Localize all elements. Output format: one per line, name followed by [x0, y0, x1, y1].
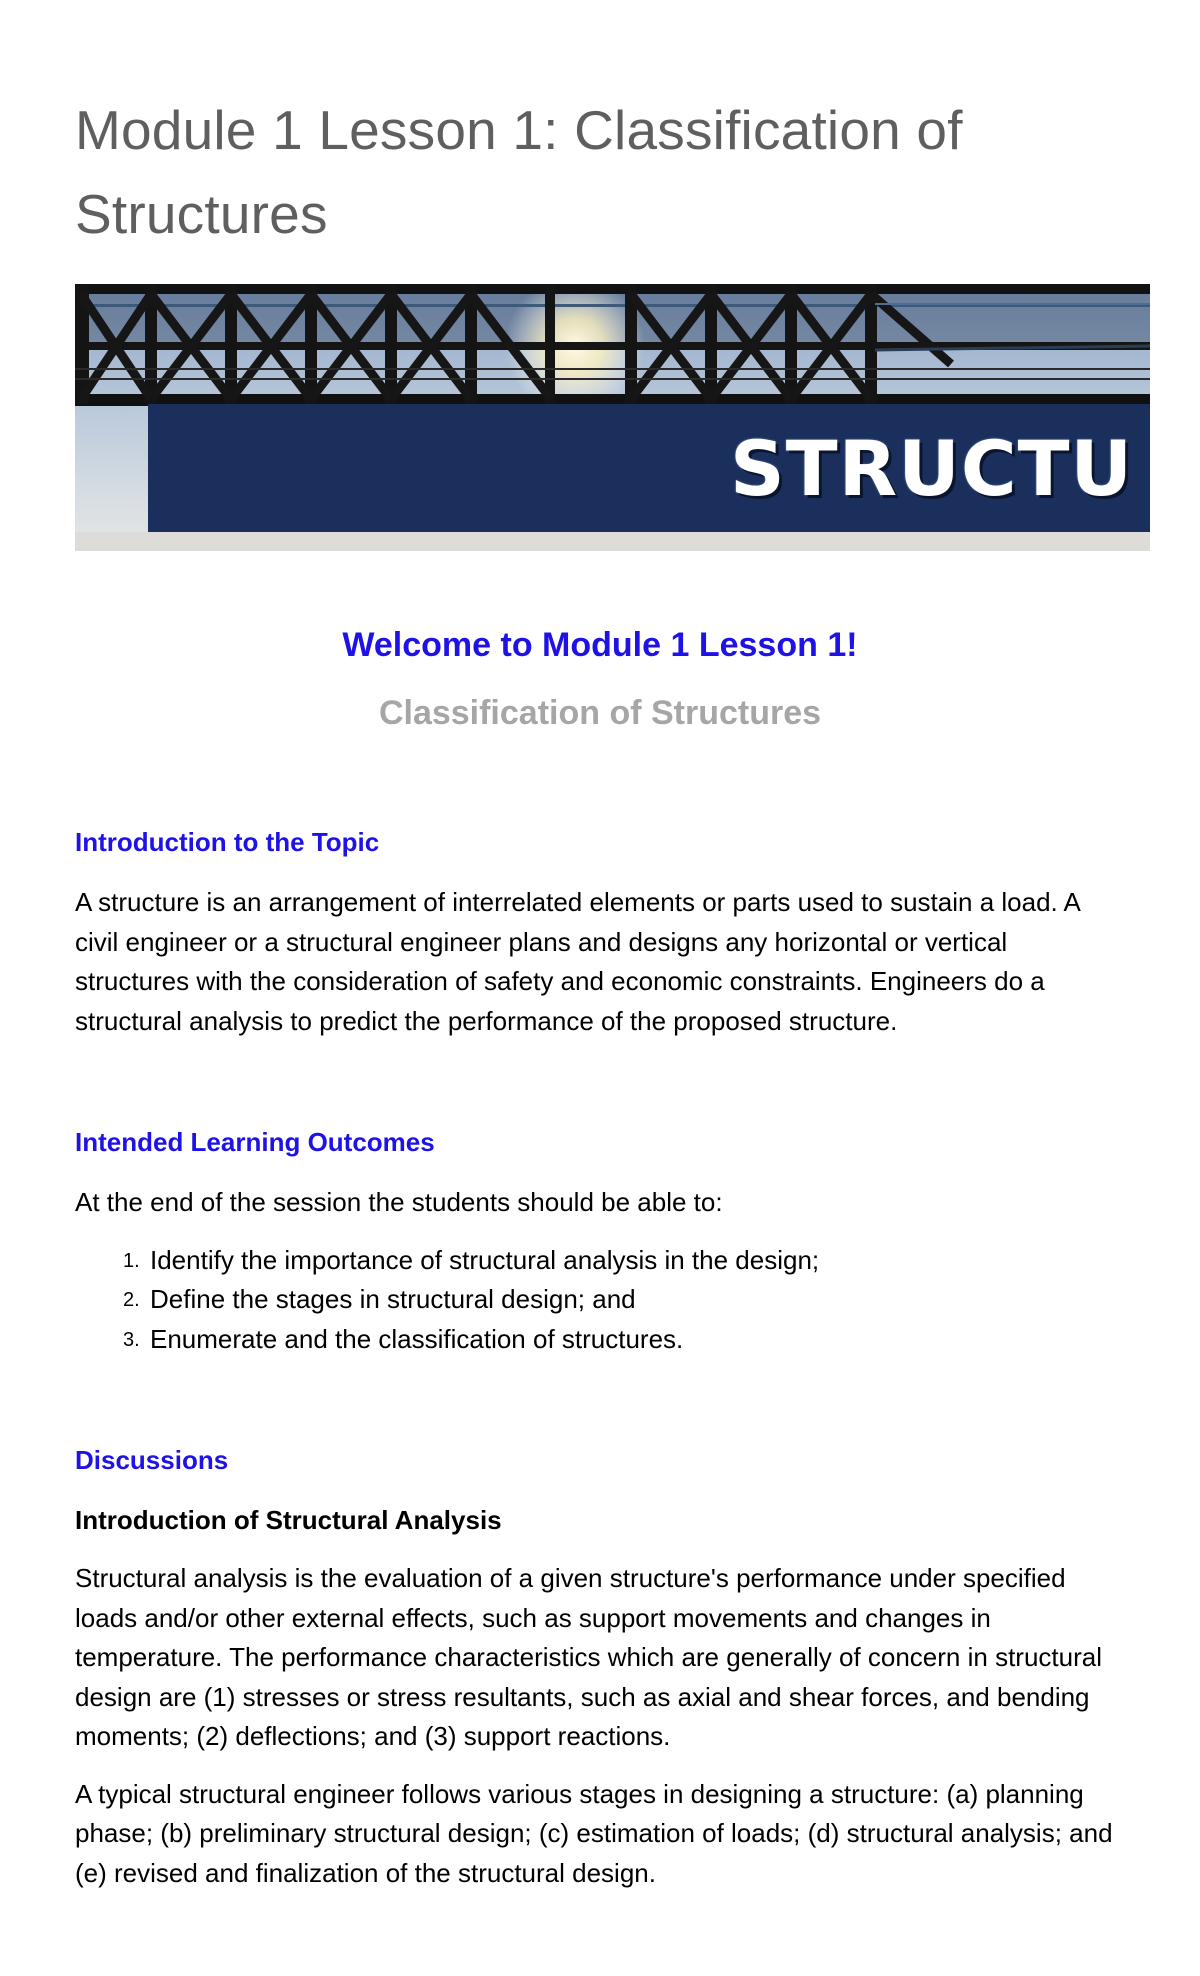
- introduction-heading: Introduction to the Topic: [75, 827, 380, 857]
- outcomes-list: [75, 1241, 1125, 1360]
- outcomes-lead: At the end of the session the students should be able to:: [75, 1187, 723, 1217]
- outcomes-heading: Intended Learning Outcomes: [75, 1127, 435, 1157]
- structures-banner-image: [75, 284, 1150, 551]
- list-item: [75, 1320, 1125, 1360]
- banner-title: STRUCTU: [730, 424, 1134, 513]
- list-item: [75, 1280, 1125, 1320]
- welcome-heading: Welcome to Module 1 Lesson 1!: [342, 626, 858, 664]
- discussions-subheading: Introduction of Structural Analysis: [75, 1505, 502, 1535]
- list-item-number: 1.: [123, 1249, 140, 1272]
- introduction-text: A structure is an arrangement of interrelated elements or parts used to sustain a load. A civil engineer or a structural engineer plans and designs any horizontal or vertical structures with the consideration of safety and economic constraints. Engineers do a structural analysis to predict the performance of the proposed structure.: [75, 887, 1080, 1036]
- welcome-subheading: Classification of Structures: [378, 694, 822, 732]
- list-item-text: Define the stages in structural design; and: [150, 1284, 636, 1314]
- list-item: [75, 1241, 1125, 1281]
- discussions-heading: Discussions: [75, 1445, 229, 1475]
- discussions-paragraph: Structural analysis is the evaluation of a given structure's performance under specified loads and/or other external effects, such as support movements and changes in temperature. The performance characteristics which are generally of concern in structural design are (1) stresses or stress resultants, such as axial and shear forces, and bending moments; (2) deflections; and (3) support reactions.: [75, 1563, 1102, 1751]
- list-item-number: 2.: [123, 1289, 140, 1311]
- list-item-text: Identify the importance of structural analysis in the design;: [150, 1244, 820, 1275]
- list-item-text: Enumerate and the classification of structures.: [150, 1323, 684, 1354]
- page-title: Module 1 Lesson 1: Classification of Structures: [75, 99, 963, 245]
- discussions-paragraph: A typical structural engineer follows various stages in designing a structure: (a) planning phase; (b) preliminary structural design; (c) estimation of loads; (d) structural analysis; and (e) revised and finalization of the structural design.: [75, 1778, 1113, 1888]
- list-item-number: 3.: [123, 1328, 140, 1351]
